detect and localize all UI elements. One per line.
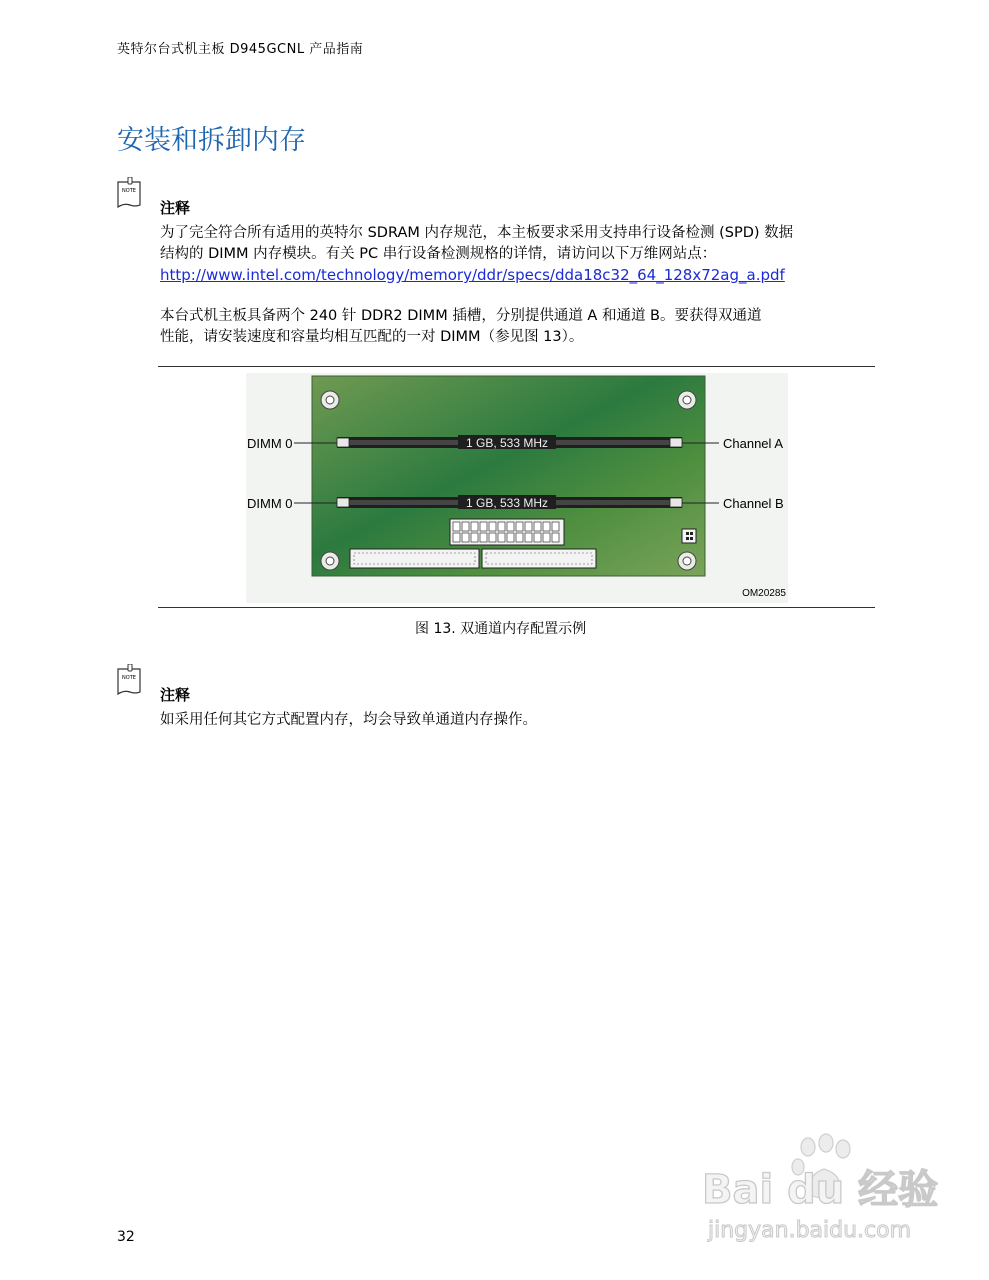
note-label: 注释 (160, 199, 191, 217)
dual-channel-figure (246, 373, 788, 603)
running-header: 英特尔台式机主板 D945GCNL 产品指南 (117, 42, 364, 57)
slot-label: 1 GB, 533 MHz (465, 436, 549, 450)
dimm-slot-channel-b (337, 495, 682, 510)
dimm-label-bottom: DIMM 0 (247, 496, 293, 511)
figure-top-rule (158, 366, 875, 367)
ide-connector (350, 549, 479, 568)
channel-a-label: Channel A (723, 436, 783, 451)
note-icon (115, 177, 145, 215)
jumper (682, 529, 696, 543)
baidu-jingyan-watermark (700, 1125, 940, 1255)
note-text-line: 结构的 DIMM 内存模块。有关 PC 串行设备检测规格的详情，请访问以下万维网站点： (160, 246, 717, 262)
ide-connector (482, 549, 596, 568)
power-connector (450, 519, 564, 545)
note-icon-text: NOTE (122, 188, 136, 194)
watermark-url: jingyan.baidu.com (708, 1218, 912, 1243)
section-title: 安装和拆卸内存 (117, 125, 306, 156)
figure-caption: 图 13. 双通道内存配置示例 (415, 621, 587, 637)
note-text: 如采用任何其它方式配置内存，均会导致单通道内存操作。 (160, 712, 537, 728)
mounting-hole (678, 391, 696, 409)
body-text-line: 本台式机主板具备两个 240 针 DDR2 DIMM 插槽，分别提供通道 A 和通道 B。要获得双通道 (160, 308, 762, 324)
slot-label: 1 GB, 533 MHz (465, 496, 549, 510)
mounting-hole (678, 552, 696, 570)
figure-bottom-rule (158, 607, 875, 608)
page-number: 32 (117, 1229, 135, 1245)
mounting-hole (321, 391, 339, 409)
note-label: 注释 (160, 686, 191, 704)
spd-spec-link[interactable]: http://www.intel.com/technology/memory/ddr/specs/dda18c32_64_128x72ag_a.pdf (160, 266, 785, 284)
body-text-line: 性能，请安装速度和容量均相互匹配的一对 DIMM（参见图 13）。 (160, 329, 584, 345)
watermark-brand: Bai du 经验 (702, 1167, 939, 1213)
mounting-hole (321, 552, 339, 570)
dimm-label-top: DIMM 0 (247, 436, 293, 451)
figure-id: OM20285 (742, 588, 786, 599)
channel-b-label: Channel B (723, 496, 784, 511)
note-icon (115, 664, 145, 702)
note-icon-text: NOTE (122, 675, 136, 681)
dimm-slot-channel-a (337, 435, 682, 450)
note-text-line: 为了完全符合所有适用的英特尔 SDRAM 内存规范，本主板要求采用支持串行设备检测 (SPD) 数据 (160, 225, 794, 241)
